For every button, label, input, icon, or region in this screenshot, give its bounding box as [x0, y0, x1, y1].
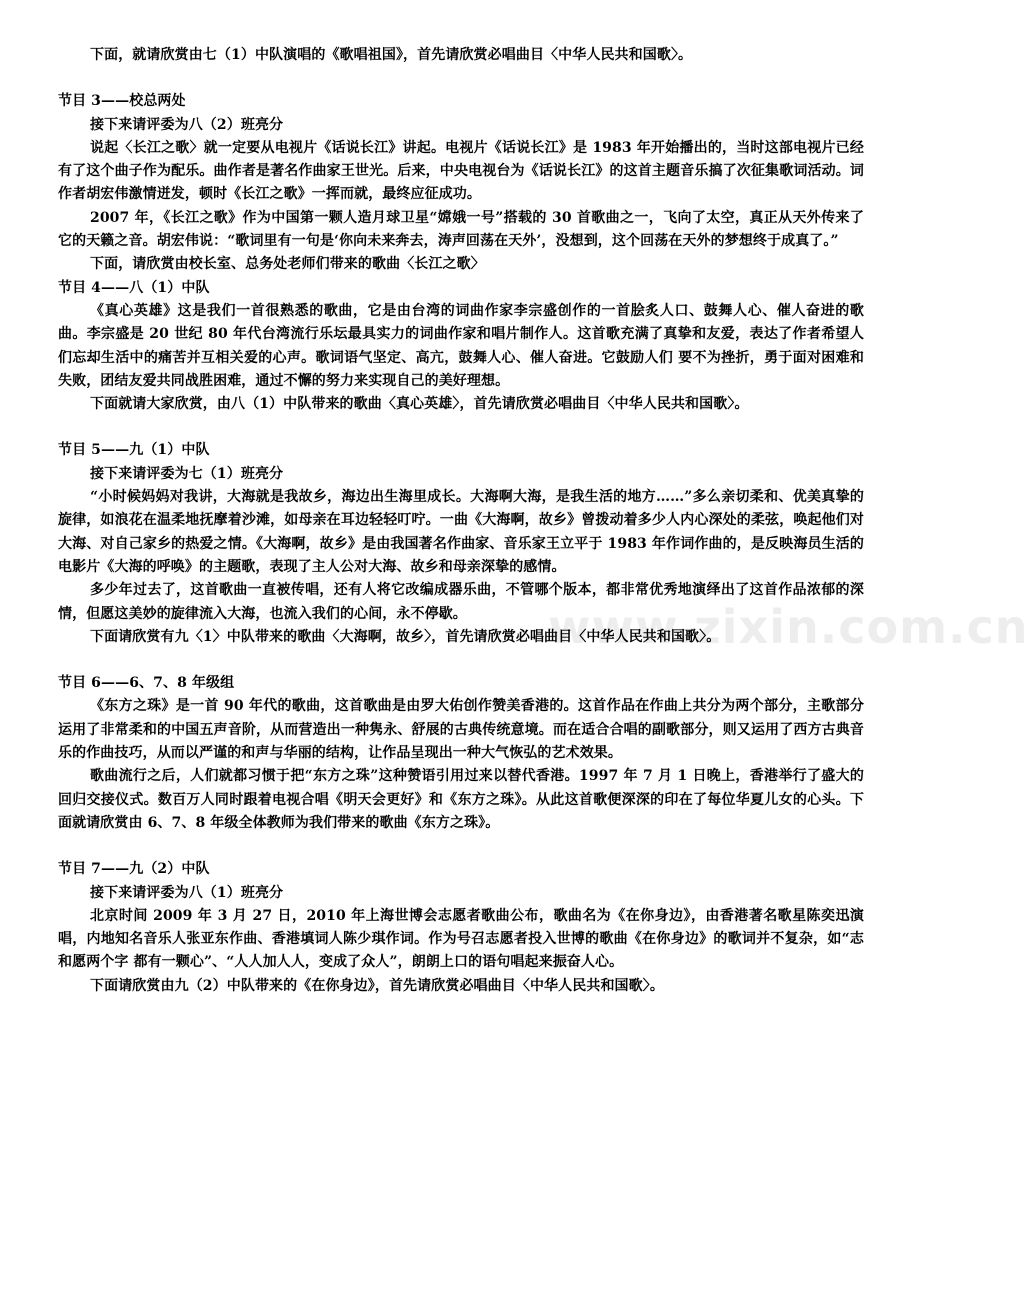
watermark: www.zixin.com.cn [548, 600, 1029, 654]
section-heading-7: 节目 7——九（2）中队 [58, 861, 210, 878]
paragraph: 歌曲流行之后，人们就都习惯于把“东方之珠”这种赞语引用过来以替代香港。1997 年 7 月 1 日晚上，香港举行了盛大的回归交接仪式。数百万人同时跟着电视合唱《明天会更好》和《东方之珠》。从此这首歌便深深的印在了每位华夏儿女的心头。下面就请欣赏由 6、7、8 年级全体教师为我们带来的歌曲《东方之珠》。 [58, 768, 864, 831]
section-heading-3: 节目 3——校总两处 [58, 93, 186, 110]
paragraph: 《东方之珠》是一首 90 年代的歌曲，这首歌曲是由罗大佑创作赞美香港的。这首作品在作曲上共分为两个部分，主歌部分运用了非常柔和的中国五声音阶，从而营造出一种隽永、舒展的古典传统意境。而在适合合唱的副歌部分，则又运用了西方古典音乐的作曲技巧，从而以严谨的和声与华丽的结构，让作品呈现出一种大气恢弘的艺术效果。 [58, 698, 864, 762]
paragraph: 北京时间 2009 年 3 月 27 日，2010 年上海世博会志愿者歌曲公布，歌曲名为《在你身边》，由香港著名歌星陈奕迅演唱，内地知名音乐人张亚东作曲、香港填词人陈少琪作词。作为号召志愿者投入世博的歌曲《在你身边》的歌词并不复杂，如“志和愿两个字 都有一颗心”、“人人加人人，变成了众人”，朗朗上口的语句唱起来振奋人心。 [58, 907, 864, 971]
paragraph: 说起〈长江之歌〉就一定要从电视片《话说长江》讲起。电视片《话说长江》是 1983 年开始播出的，当时这部电视片已经有了这个曲子作为配乐。曲作者是著名作曲家王世光。后来，中央电视台为《话说长江》的这首主题音乐搞了次征集歌词活动。词作者胡宏伟激情迸发，顿时《长江之歌》一挥而就，最终应征成功。 [58, 139, 864, 203]
paragraph: 下面请欣赏由九（2）中队带来的《在你身边》，首先请欣赏必唱曲目〈中华人民共和国歌〉。 [90, 977, 664, 994]
section-heading-4: 节目 4——八（1）中队 [58, 279, 210, 296]
paragraph: 《真心英雄》这是我们一首很熟悉的歌曲，它是由台湾的词曲作家李宗盛创作的一首脍炙人口、鼓舞人心、催人奋进的歌曲。李宗盛是 20 世纪 80 年代台湾流行乐坛最具实力的词曲作家和唱片制作人。这首歌充满了真挚和友爱，表达了作者希望人们忘却生活中的痛苦并互相关爱的心声。歌词语气坚定、高亢，鼓舞人心、催人奋进。它鼓励人们 要不为挫折，勇于面对困难和失败，团结友爱共同战胜困难，通过不懈的努力来实现自己的美好理想。 [58, 302, 864, 389]
paragraph: 多少年过去了，这首歌曲一直被传唱，还有人将它改编成器乐曲，不管哪个版本，都非常优秀地演绎出了这首作品浓郁的深情，但愿这美妙的旋律流入大海，也流入我们的心间，永不停歇。 [58, 582, 864, 622]
paragraph: 接下来请评委为七（1）班亮分 [90, 465, 284, 482]
paragraph: 2007 年，《长江之歌》作为中国第一颗人造月球卫星“嫦娥一号”搭载的 30 首歌曲之一，飞向了太空，真正从天外传来了它的天籁之音。胡宏伟说：“歌词里有一句是‘你向未来奔去，涛声回荡在天外’，没想到，这个回荡在天外的梦想终于成真了。” [58, 209, 864, 250]
paragraph: 下面，请欣赏由校长室、总务处老师们带来的歌曲〈长江之歌〉 [90, 256, 485, 273]
intro-paragraph: 下面，就请欣赏由七（1）中队演唱的《歌唱祖国》，首先请欣赏必唱曲目〈中华人民共和国歌〉。 [90, 47, 693, 63]
document-page [58, 44, 864, 998]
section-heading-5: 节目 5——九（1）中队 [58, 442, 210, 459]
paragraph: 下面请欣赏有九〈1〉中队带来的歌曲〈大海啊，故乡〉，首先请欣赏必唱曲目〈中华人民共和国歌〉。 [90, 628, 721, 645]
paragraph: 接下来请评委为八（2）班亮分 [90, 116, 284, 133]
paragraph: “小时候妈妈对我讲，大海就是我故乡，海边出生海里成长。大海啊大海，是我生活的地方……”多么亲切柔和、优美真挚的旋律，如浪花在温柔地抚摩着沙滩，如母亲在耳边轻轻叮咛。一曲《大海啊，故乡》曾拨动着多少人内心深处的柔弦，唤起他们对大海、对自己家乡的热爱之情。《大海啊，故乡》是由我国著名作曲家、音乐家王立平于 1983 年作词作曲的，是反映海员生活的电影片《大海的呼唤》的主题歌，表现了主人公对大海、故乡和母亲深挚的感情。 [58, 489, 864, 575]
paragraph: 接下来请评委为八（1）班亮分 [90, 884, 284, 901]
paragraph: 下面就请大家欣赏，由八（1）中队带来的歌曲〈真心英雄〉，首先请欣赏必唱曲目〈中华人民共和国歌〉。 [90, 396, 749, 413]
section-heading-6: 节目 6——6、7、8 年级组 [58, 675, 235, 692]
